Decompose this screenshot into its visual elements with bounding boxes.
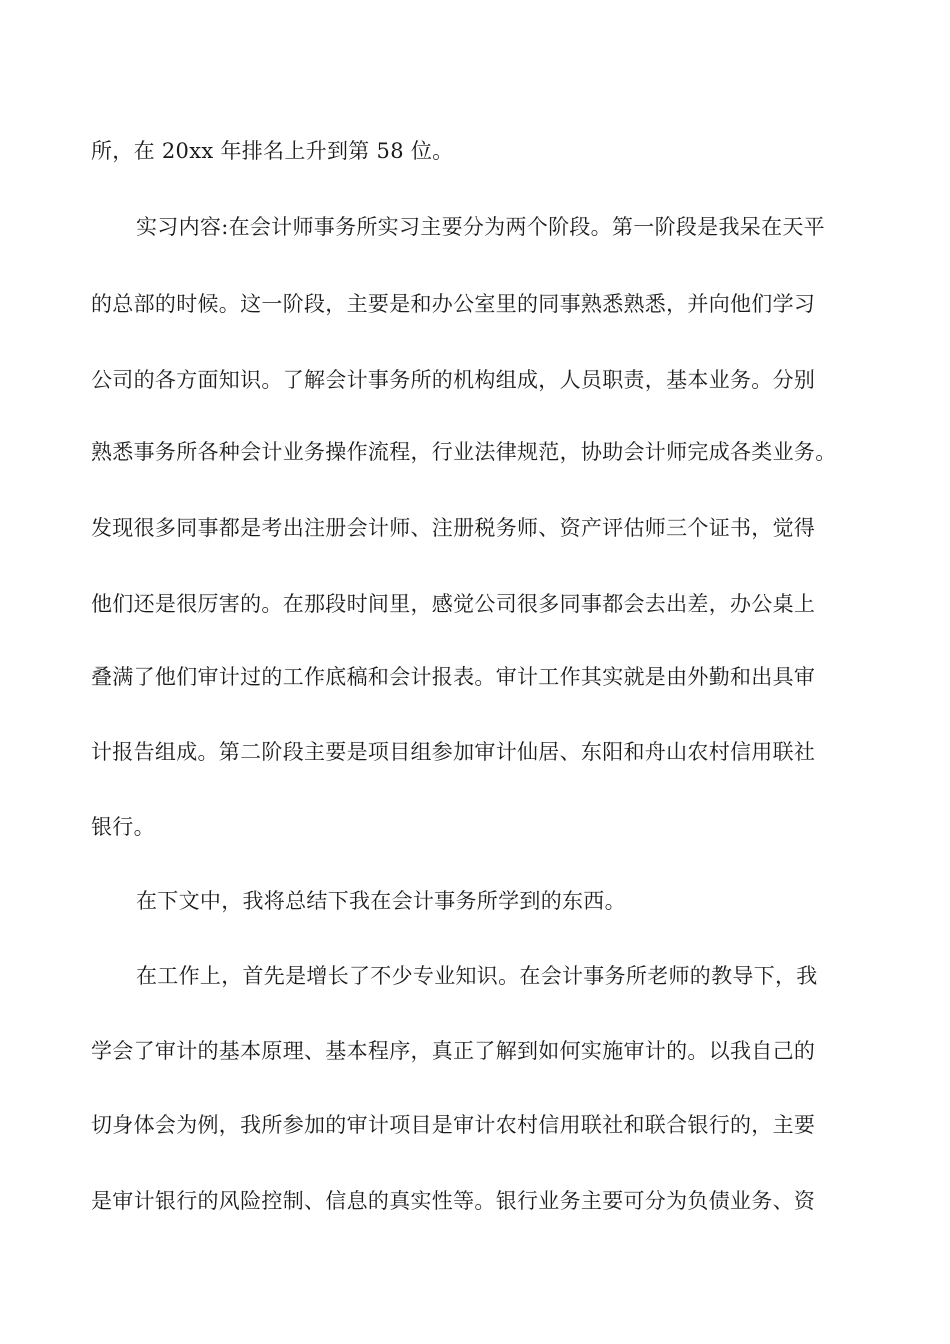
text-line: 的总部的时候。这一阶段，主要是和办公室里的同事熟悉熟悉，并向他们学习 bbox=[91, 292, 816, 316]
text-line: 是审计银行的风险控制、信息的真实性等。银行业务主要可分为负债业务、资 bbox=[91, 1189, 816, 1213]
text-line: 计报告组成。第二阶段主要是项目组参加审计仙居、东阳和舟山农村信用联社 bbox=[91, 740, 816, 764]
text-line: 公司的各方面知识。了解会计事务所的机构组成，人员职责，基本业务。分别 bbox=[91, 368, 816, 392]
text-line: 所，在 20xx 年排名上升到第 58 位。 bbox=[91, 139, 454, 163]
text-line: 切身体会为例，我所参加的审计项目是审计农村信用联社和联合银行的，主要 bbox=[91, 1113, 816, 1137]
text-line: 银行。 bbox=[91, 815, 155, 839]
text-line: 他们还是很厉害的。在那段时间里，感觉公司很多同事都会去出差，办公桌上 bbox=[91, 592, 816, 616]
text-line: 实习内容:在会计师事务所实习主要分为两个阶段。第一阶段是我呆在天平 bbox=[136, 215, 825, 239]
text-line: 学会了审计的基本原理、基本程序，真正了解到如何实施审计的。以我自己的 bbox=[91, 1039, 816, 1063]
text-line: 叠满了他们审计过的工作底稿和会计报表。审计工作其实就是由外勤和出具审 bbox=[91, 665, 816, 689]
text-line: 发现很多同事都是考出注册会计师、注册税务师、资产评估师三个证书，觉得 bbox=[91, 516, 816, 540]
text-line: 在工作上，首先是增长了不少专业知识。在会计事务所老师的教导下，我 bbox=[136, 964, 818, 988]
text-line: 在下文中，我将总结下我在会计事务所学到的东西。 bbox=[136, 889, 626, 913]
text-line: 熟悉事务所各种会计业务操作流程，行业法律规范，协助会计师完成各类业务。 bbox=[91, 440, 837, 464]
